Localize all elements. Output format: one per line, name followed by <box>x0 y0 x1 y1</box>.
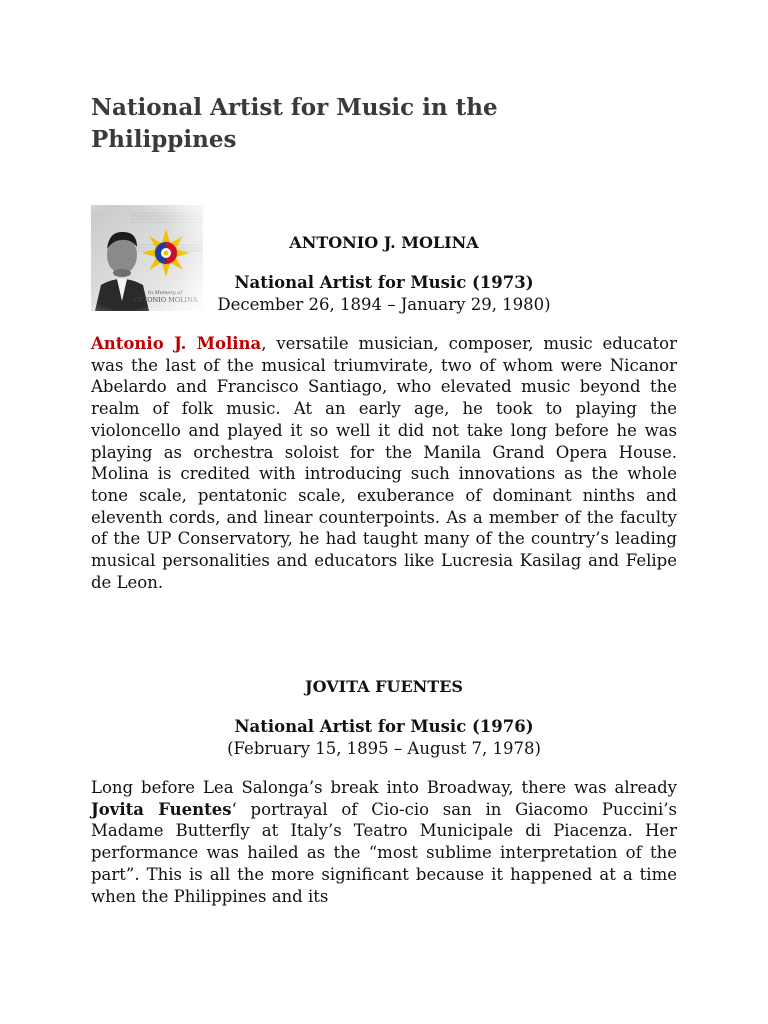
biography-text: ‘ portrayal of Cio-cio san in Giacomo Puccini’s Madame Butterfly at Italy’s Teatro Municipale di Piacenza. Her performance was hailed as the “most sublime interpretation of the part”. This is all the more significant because it happened at a time when the Philippines and its <box>91 799 677 906</box>
award-heading: National Artist for Music (1973) <box>234 273 534 292</box>
artist-name-bold: Jovita Fuentes <box>91 799 232 819</box>
artist-dates: December 26, 1894 – January 29, 1980) <box>217 295 551 314</box>
artist-name-highlight: Antonio J. Molina <box>91 334 262 353</box>
artist-dates: (February 15, 1895 – August 7, 1978) <box>227 739 541 758</box>
biography-text-lead: Long before Lea Salonga’s break into Broadway, there was already <box>91 778 677 797</box>
award-heading: National Artist for Music (1976) <box>234 717 534 736</box>
artist-name-heading: JOVITA FUENTES <box>305 677 463 696</box>
biography-text: , versatile musician, composer, music educator was the last of the musical triumvirate, two of whom were Nicanor Abelardo and Francisco Santiago, who elevated music beyond the realm of folk music. At an early age, he took to playing the violoncello and played it so well it did not take long before he was playing as orchestra soloist for the Manila Grand Opera House. Molina is credited with introducing such innovations as the whole tone scale, pentatonic scale, exuberance of dominant ninths and eleventh cords, and linear counterpoints. As a member of the faculty of the UP Conservatory, he had taught many of the country’s leading musical personalities and educators like Lucresia Kasilag and Felipe de Leon. <box>91 334 677 592</box>
document-title: National Artist for Music in the Philippines <box>91 94 498 153</box>
artist-biography <box>91 777 677 907</box>
artist-name-heading: ANTONIO J. MOLINA <box>289 233 479 252</box>
artist-biography <box>91 333 677 593</box>
